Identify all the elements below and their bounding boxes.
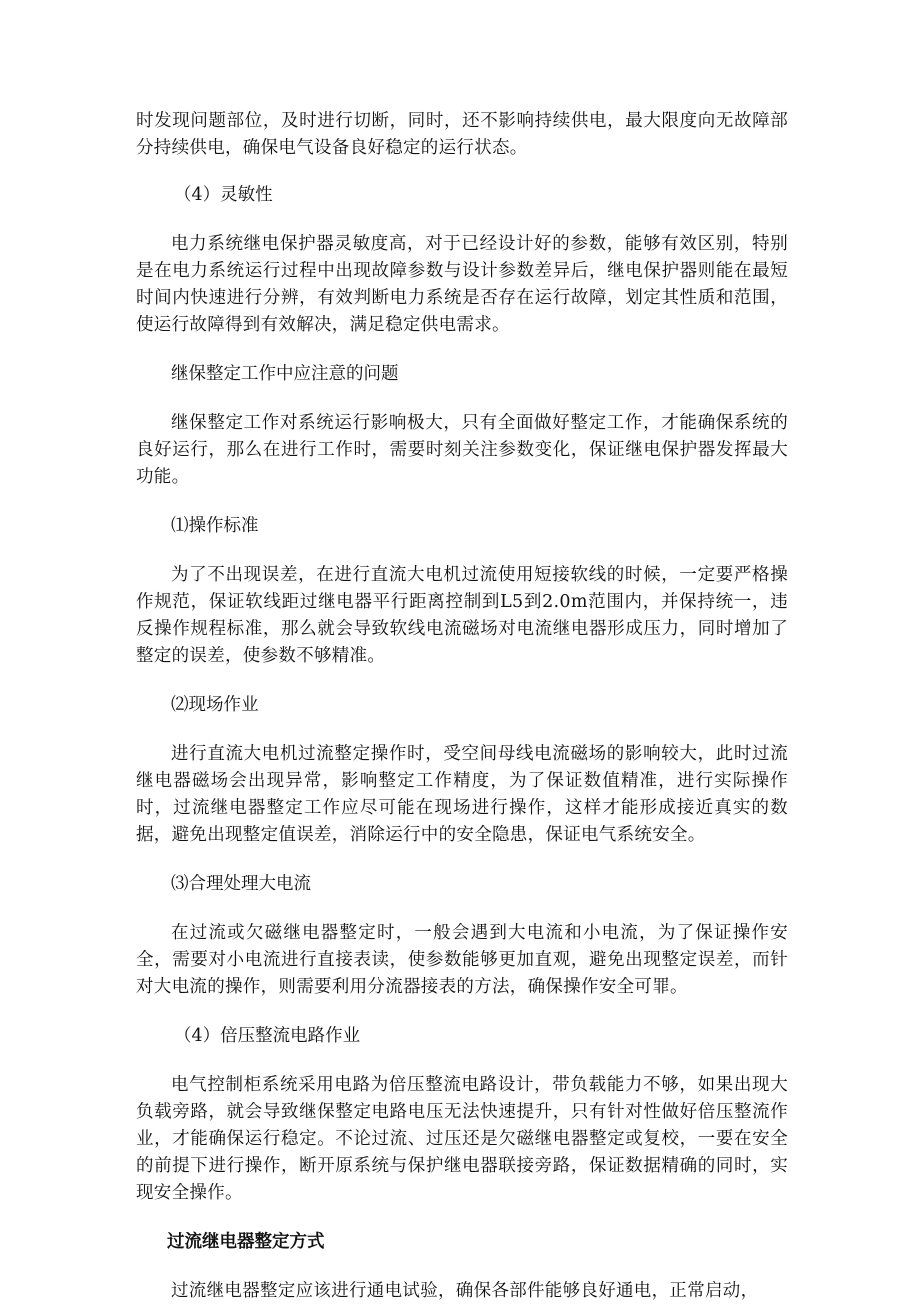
paragraph-continuation: 时发现问题部位，及时进行切断，同时，还不影响持续供电，最大限度向无故障部分持续供电，确保电气设备良好稳定的运行状态。 [136,111,788,158]
paragraph-operation-standard: 为了不出现误差，在进行直流大电机过流使用短接软线的时候，一定要严格操作规范，保证软线距过继电器平行距离控制到L5到2.0m范围内，并保持统一，违反操作规程标准，那么就会导致软线电流磁场对电流继电器形成压力，同时增加了整定的误差，使参数不够精准。 [136,565,788,666]
paragraph-large-current: 在过流或欠磁继电器整定时，一般会遇到大电流和小电流，为了保证操作安全，需要对小电流进行直接表读，使参数能够更加直观，避免出现整定误差，而针对大电流的操作，则需要利用分流器接表的方法，确保操作安全可罪。 [136,923,788,997]
paragraph-voltage-doubler: 电气控制柜系统采用电路为倍压整流电路设计，带负载能力不够，如果出现大负载旁路，就会导致继保整定电路电压无法快速提升，只有针对性做好倍压整流作业，才能确保运行稳定。不论过流、过压还是欠磁继电器整定或复校，一要在安全的前提下进行操作，断开原系统与保护继电器联接旁路，保证数据精确的同时，实现安全操作。 [136,1075,788,1203]
paragraph-field-work: 进行直流大电机过流整定操作时，受空间母线电流磁场的影响较大，此时过流继电器磁场会出现异常，影响整定工作精度，为了保证数值精准，进行实际操作时，过流继电器整定工作应尽可能在现场进行操作，这样才能形成接近真实的数据，避免出现整定值误差，消除运行中的安全隐患，保证电气系统安全。 [136,744,788,845]
document-page [136,108,788,1305]
heading-large-current: ⑶合理处理大电流 [171,874,311,894]
paragraph-sensitivity: 电力系统继电保护器灵敏度高，对于已经设计好的参数，能够有效区别，特别是在电力系统运行过程中出现故障参数与设计参数差异后，继电保护器则能在最短时间内快速进行分辨，有效判断电力系统是否存在运行故障，划定其性质和范围，使运行故障得到有效解决，满足稳定供电需求。 [136,234,788,335]
heading-overcurrent-method: 过流继电器整定方式 [167,1232,325,1252]
heading-sensitivity: （4）灵敏性 [174,185,273,205]
paragraph-overcurrent-method: 过流继电器整定应该进行通电试验，确保各部件能够良好通电，正常启动， [171,1281,759,1301]
paragraph-issues: 继保整定工作对系统运行影响极大，只有全面做好整定工作，才能确保系统的良好运行，那么在进行工作时，需要时刻关注参数变化，保证继电保护器发挥最大功能。 [136,413,788,487]
heading-operation-standard: ⑴操作标准 [171,516,259,536]
heading-issues: 继保整定工作中应注意的问题 [171,364,399,384]
heading-field-work: ⑵现场作业 [171,695,259,715]
heading-voltage-doubler: （4）倍压整流电路作业 [174,1026,361,1046]
